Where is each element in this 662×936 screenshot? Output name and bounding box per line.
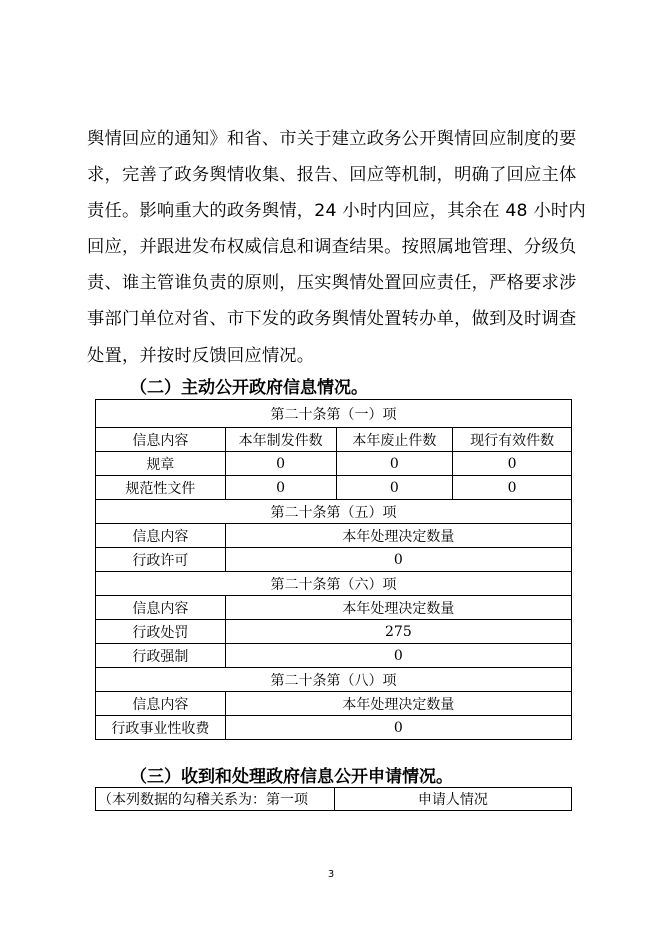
table-row <box>96 668 572 692</box>
header-cell: 现行有效件数 <box>453 428 572 452</box>
table-row <box>96 400 572 428</box>
value-cell: 0 <box>225 476 336 500</box>
row-label: 行政处罚 <box>96 620 226 644</box>
paragraph-line: 事部门单位对省、市下发的政务舆情处置转办单，做到及时调查 <box>87 309 577 330</box>
table-row <box>96 644 572 668</box>
table-row <box>96 500 572 524</box>
art20-5-title: 第二十条第（五）项 <box>96 500 572 524</box>
header-cell: 本年处理决定数量 <box>225 524 571 548</box>
value-cell: 0 <box>225 452 336 476</box>
value-cell: 0 <box>453 452 572 476</box>
paragraph-line: 责任。影响重大的政务舆情，24 小时内回应，其余在 48 小时内 <box>87 201 586 222</box>
body-paragraph <box>87 121 586 374</box>
header-cell: 信息内容 <box>96 524 226 548</box>
table-row <box>96 524 572 548</box>
art20-1-title: 第二十条第（一）项 <box>96 400 572 428</box>
table-row <box>96 596 572 620</box>
row-label: 行政事业性收费 <box>96 716 226 740</box>
header-cell: 本年处理决定数量 <box>225 692 571 716</box>
table-row <box>96 428 572 452</box>
paragraph-line: 回应，并跟进发布权威信息和调查结果。按照属地管理、分级负 <box>87 237 577 258</box>
header-cell: 信息内容 <box>96 596 226 620</box>
value-cell: 0 <box>225 644 571 668</box>
value-cell: 0 <box>225 716 571 740</box>
value-cell: 0 <box>336 476 453 500</box>
header-cell: 本年废止件数 <box>336 428 453 452</box>
value-cell: 275 <box>225 620 571 644</box>
paragraph-line: 处置，并按时反馈回应情况。 <box>87 345 315 366</box>
header-cell: 信息内容 <box>96 428 226 452</box>
application-table <box>95 787 572 811</box>
value-cell: 0 <box>336 452 453 476</box>
row-label: 行政许可 <box>96 548 226 572</box>
section3-heading: （三）收到和处理政府信息公开申请情况。 <box>130 767 453 787</box>
value-cell: 0 <box>453 476 572 500</box>
header-cell: 信息内容 <box>96 692 226 716</box>
table-row <box>96 692 572 716</box>
row-label: 规章 <box>96 452 226 476</box>
value-cell: 0 <box>225 548 571 572</box>
table-row <box>96 476 572 500</box>
table-row <box>96 620 572 644</box>
row-label: 行政强制 <box>96 644 226 668</box>
table-note-cell: （本列数据的勾稽关系为：第一项 <box>96 788 335 811</box>
table-row <box>96 788 572 811</box>
table-row <box>96 548 572 572</box>
table-row <box>96 572 572 596</box>
row-label: 规范性文件 <box>96 476 226 500</box>
page-number: 3 <box>327 869 335 880</box>
art20-8-title: 第二十条第（八）项 <box>96 668 572 692</box>
paragraph-line: 舆情回应的通知》和省、市关于建立政务公开舆情回应制度的要 <box>87 129 577 149</box>
header-cell: 申请人情况 <box>334 788 571 811</box>
art20-6-title: 第二十条第（六）项 <box>96 572 572 596</box>
header-cell: 本年制发件数 <box>225 428 336 452</box>
paragraph-line: 求，完善了政务舆情收集、报告、回应等机制，明确了回应主体 <box>87 165 577 186</box>
paragraph-line: 责、谁主管谁负责的原则，压实舆情处置回应责任，严格要求涉 <box>87 273 577 294</box>
table-row <box>96 452 572 476</box>
table-row <box>96 716 572 740</box>
header-cell: 本年处理决定数量 <box>225 596 571 620</box>
section2-heading: （二）主动公开政府信息情况。 <box>130 378 368 398</box>
disclosure-table <box>95 399 572 740</box>
